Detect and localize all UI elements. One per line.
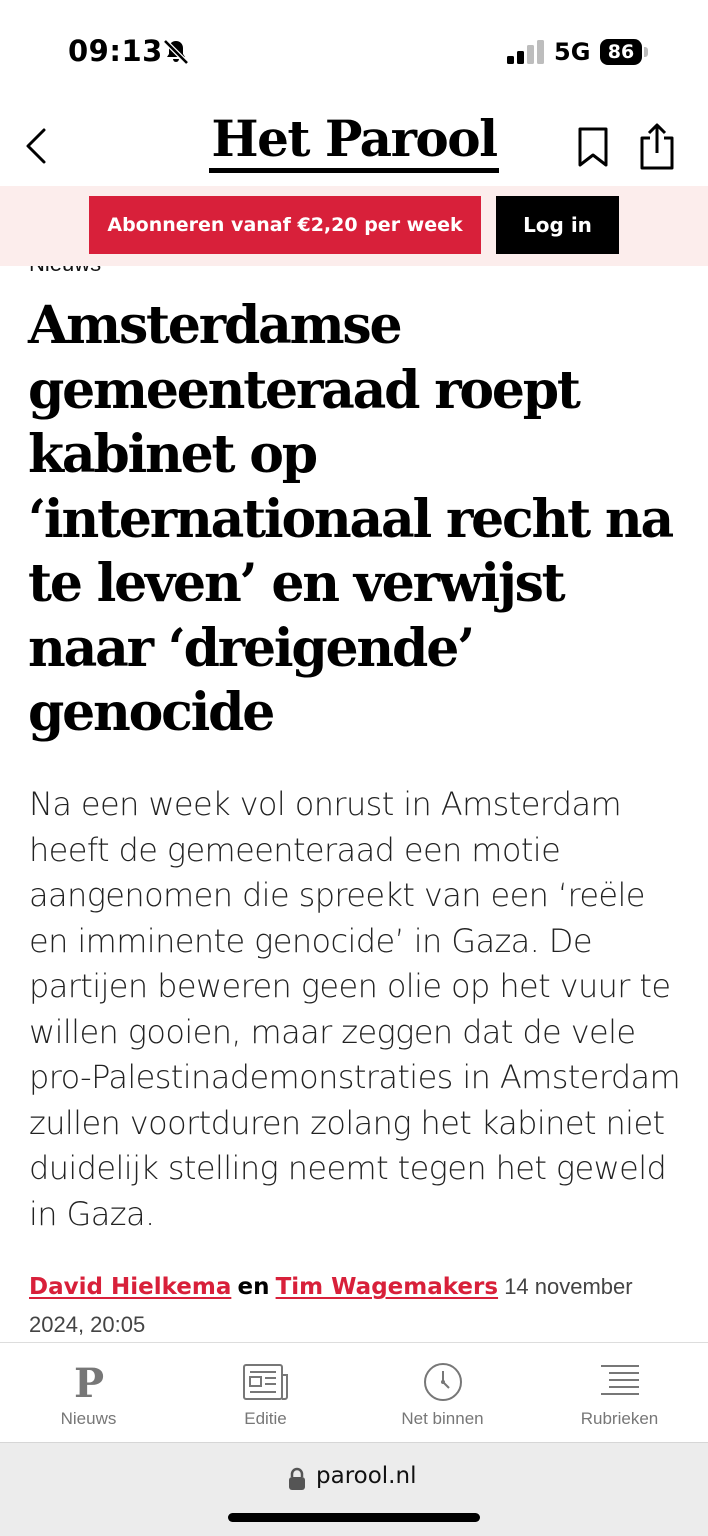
author-link[interactable]: David Hielkema: [29, 1274, 232, 1300]
status-bar: [0, 0, 708, 100]
clock-icon: [418, 1361, 468, 1403]
logo-text: Het Parool: [209, 110, 498, 173]
category-clip: [0, 266, 708, 296]
share-icon[interactable]: [638, 122, 676, 170]
url-text[interactable]: parool.nl: [316, 1463, 417, 1489]
network-label: 5G: [554, 38, 591, 66]
list-icon: [595, 1361, 645, 1403]
article-headline: Amsterdamse gemeenteraad roept kabinet op ‘internationaal recht na te leven’ en verwijst naar ‘dreigende’ genocide: [28, 295, 672, 743]
nav-label: Nieuws: [60, 1409, 117, 1428]
newspaper-icon: [241, 1361, 291, 1403]
bottom-nav: [0, 1342, 708, 1442]
subscribe-button[interactable]: Abonneren vanaf €2,20 per week: [89, 196, 481, 254]
bell-muted-icon: [162, 38, 190, 66]
lock-icon: [288, 1467, 306, 1491]
signal-icon: [507, 40, 545, 64]
nav-item-rubrieken[interactable]: [531, 1343, 708, 1443]
byline: [29, 1268, 689, 1344]
login-button[interactable]: Log in: [496, 196, 619, 254]
nav-label: Rubrieken: [580, 1409, 659, 1428]
nav-item-nieuws[interactable]: [0, 1343, 177, 1443]
article-intro: Na een week vol onrust in Amsterdam heeft de gemeenteraad een motie aangenomen die spreekt van een ‘reële en imminente genocide’ in Gaza. De partijen beweren geen olie op het vuur te willen gooien, maar zeggen dat de vele pro-Palestinademonstraties in Amsterdam zullen voortduren zolang het kabinet niet duidelijk stelling neemt tegen het geweld in Gaza.: [29, 785, 681, 1233]
author-link[interactable]: Tim Wagemakers: [275, 1274, 499, 1300]
nav-item-editie[interactable]: [177, 1343, 354, 1443]
svg-text:P: P: [73, 1360, 104, 1407]
publish-date: 14 november 2024, 20:05: [29, 1274, 633, 1337]
parool-p-icon: [64, 1360, 114, 1407]
nav-item-net-binnen[interactable]: [354, 1343, 531, 1443]
nav-label: Net binnen: [401, 1409, 484, 1428]
battery-tip: [644, 47, 648, 57]
bookmark-icon[interactable]: [576, 126, 610, 168]
browser-address-bar[interactable]: [0, 1442, 708, 1536]
app-header: [0, 100, 708, 186]
subscribe-bar: [0, 186, 708, 266]
home-indicator[interactable]: [228, 1513, 480, 1522]
status-time: 09:13: [68, 34, 163, 68]
byline-conjunction: en: [237, 1274, 270, 1300]
battery-icon: 86: [600, 39, 642, 65]
nav-label: Editie: [244, 1409, 287, 1428]
